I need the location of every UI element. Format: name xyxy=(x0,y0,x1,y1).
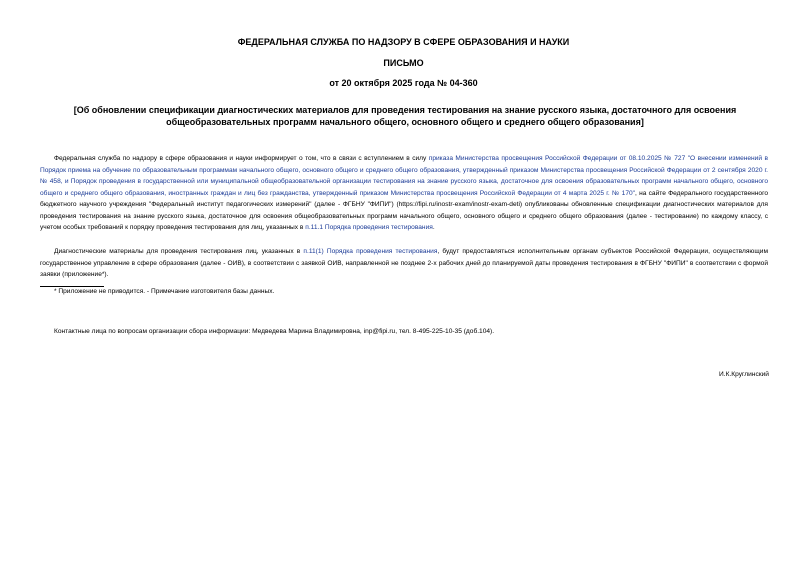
testing-procedure-11-1-link[interactable]: п.11.1 Порядка проведения тестирования xyxy=(305,224,433,231)
body-paragraph-1 xyxy=(40,153,768,234)
paragraph-text: Федеральная служба по надзору в сфере образования и науки информирует о том, что в связи с вступлением в силу xyxy=(54,155,429,162)
signature: И.К.Круглинский xyxy=(719,371,769,378)
document-date-number: от 20 октября 2025 года № 04-360 xyxy=(329,78,478,88)
footnote: * Приложение не приводится. - Примечание изготовителя базы данных. xyxy=(54,288,275,295)
paragraph-text: , на сайте Федерального государственного бюджетного научного учреждения "Федеральный институт педагогических измерений" (далее - ФГБНУ "ФИПИ") (https://fipi.ru/inostr-exam/inostr-exam-deti) опубликованы обновленные спецификации диагностических материалов для проведения тестирования на знание русского языка, достаточное для освоения общеобразовательных программ начального общего, основного общего и среднего общего образования (далее - тестирование) по каждому классу, с учетом особых требований к порядку проведения тестирования для лиц, указанных в xyxy=(40,189,769,231)
paragraph-text: Диагностические материалы для проведения тестирования лиц, указанных в xyxy=(54,248,304,255)
body-paragraph-2 xyxy=(40,246,768,281)
footnote-separator xyxy=(40,286,104,287)
paragraph-text: , будут предоставляться исполнительным органам субъектов Российской Федерации, осуществляющим государственное управление в сфере образования (далее - ОИВ), в соответствии с заявкой ОИВ, направленной не позднее 2-х рабочих дней до планируемой даты проведения тестирования в ФГБНУ "ФИПИ" в соответствии с формой заявки (приложение*). xyxy=(40,248,768,278)
document-title: [Об обновлении спецификации диагностических материалов для проведения тестирования на знание русского языка, достаточного для освоения общеобразовательных программ начального общего, основного общего и среднего общего образования] xyxy=(73,105,737,127)
paragraph-text: . xyxy=(432,224,435,231)
contact-info: Контактные лица по вопросам организации сбора информации: Медведева Марина Владимировна, inp@fipi.ru, тел. 8-495-225-10-35 (доб.104). xyxy=(54,328,495,335)
testing-procedure-11-1-link-2[interactable]: п.11(1) Порядка проведения тестирования xyxy=(303,248,438,255)
order-727-link[interactable]: приказа Министерства просвещения Российской Федерации от 08.10.2025 № 727 "О внесении изменений в Порядок приема на обучение по образовательным программам начального общего, основного общего и среднего общего образования, утвержденный приказом Министерства просвещения Российской Федерации от 2 сентября 2020 г. № 458, и Порядок проведения в государственной или муниципальной общеобразовательной организации тестирования на знание русского языка, достаточное для освоения образовательных программ начального общего, основного общего и среднего общего образования, иностранных граждан и лиц без гражданства, утвержденный приказом Министерства просвещения Российской Федерации от 4 марта 2025 г. № 170" xyxy=(40,155,768,197)
issuing-authority: ФЕДЕРАЛЬНАЯ СЛУЖБА ПО НАДЗОРУ В СФЕРЕ ОБРАЗОВАНИЯ И НАУКИ xyxy=(237,37,570,47)
document-type: ПИСЬМО xyxy=(383,58,424,68)
